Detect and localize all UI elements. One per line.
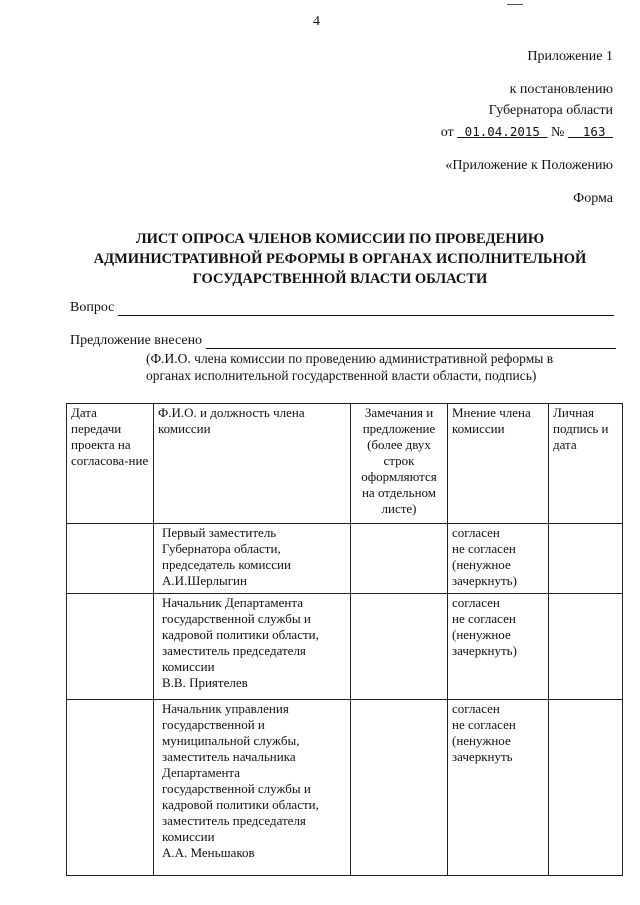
cell-line: государственной и (162, 717, 265, 732)
cell-line: (ненужное (452, 733, 511, 748)
signature-cell[interactable] (549, 700, 623, 876)
table-row (67, 594, 623, 700)
cell-line: Губернатора области, (162, 541, 281, 556)
cell-line: комиссии (162, 829, 215, 844)
cell-line: А.И.Шерлыгин (162, 573, 247, 588)
submitted-field[interactable] (70, 333, 616, 349)
question-field[interactable] (70, 300, 614, 316)
appendix-line1: к постановлению (509, 82, 613, 97)
cell-line: комиссии (162, 659, 215, 674)
member-cell (154, 700, 351, 876)
table-row (67, 700, 623, 876)
decree-date: 01.04.2015 (464, 124, 540, 139)
cell-line: согласен (452, 525, 500, 540)
opinion-cell (448, 700, 549, 876)
table-row (67, 524, 623, 594)
cell-line: заместитель председателя (162, 643, 306, 658)
title-line: ГОСУДАРСТВЕННОЙ ВЛАСТИ ОБЛАСТИ (192, 271, 488, 287)
remarks-cell[interactable] (351, 594, 448, 700)
header-remarks: Замечания и предложение (более двух строк оформляются на отдельном листе) (351, 404, 448, 524)
scan-mark (507, 4, 523, 5)
signature-cell[interactable] (549, 594, 623, 700)
cell-line: председатель комиссии (162, 557, 291, 572)
cell-line: Начальник управления (162, 701, 289, 716)
date-prefix: от (440, 125, 454, 140)
cell-line: государственной службы и (162, 611, 311, 626)
question-line[interactable] (118, 301, 614, 316)
member-cell (154, 524, 351, 594)
appendix-ref: «Приложение к Положению (445, 158, 613, 173)
header-fio: Ф.И.О. и должность члена комиссии (154, 404, 351, 524)
member-cell (154, 594, 351, 700)
cell-line: заместитель начальника (162, 749, 296, 764)
submitted-label: Предложение внесено (70, 333, 203, 348)
cell-line: В.В. Приятелев (162, 675, 248, 690)
cell-line: согласен (452, 595, 500, 610)
form-label: Форма (573, 191, 613, 206)
appendix-label: Приложение 1 (527, 49, 613, 64)
cell-line: заместитель председателя (162, 813, 306, 828)
cell-line: Первый заместитель (162, 525, 277, 540)
survey-table (66, 403, 623, 876)
title-line: АДМИНИСТРАТИВНОЙ РЕФОРМЫ В ОРГАНАХ ИСПОЛНИТЕЛЬНОЙ (93, 251, 587, 267)
header-signature: Личная подпись и дата (549, 404, 623, 524)
question-label: Вопрос (70, 300, 115, 315)
cell-line: (ненужное (452, 557, 511, 572)
title-line: ЛИСТ ОПРОСА ЧЛЕНОВ КОМИССИИ ПО ПРОВЕДЕНИЮ (135, 231, 545, 247)
cell-line: Департамента (162, 765, 241, 780)
date-cell[interactable] (67, 700, 154, 876)
submitted-line[interactable] (206, 334, 616, 349)
opinion-cell (448, 524, 549, 594)
cell-line: не согласен (452, 541, 516, 556)
cell-line: А.А. Меньшаков (162, 845, 255, 860)
cell-line: не согласен (452, 717, 516, 732)
appendix-header (441, 46, 613, 209)
cell-line: зачеркнуть (452, 749, 513, 764)
cell-line: зачеркнуть) (452, 573, 517, 588)
cell-line: согласен (452, 701, 500, 716)
signature-cell[interactable] (549, 524, 623, 594)
submitted-hint: (Ф.И.О. члена комиссии по проведению административной реформы в органах исполнительной государственной власти области, подпись) (146, 351, 554, 383)
cell-line: муниципальной службы, (162, 733, 300, 748)
date-cell[interactable] (67, 524, 154, 594)
cell-line: государственной службы и (162, 781, 311, 796)
appendix-date-line (441, 121, 613, 143)
remarks-cell[interactable] (351, 700, 448, 876)
cell-line: не согласен (452, 611, 516, 626)
cell-line: зачеркнуть) (452, 643, 517, 658)
date-cell[interactable] (67, 594, 154, 700)
cell-line: (ненужное (452, 627, 511, 642)
cell-line: Начальник Департамента (162, 595, 303, 610)
remarks-cell[interactable] (351, 524, 448, 594)
header-opinion: Мнение члена комиссии (448, 404, 549, 524)
cell-line: кадровой политики области, (162, 797, 319, 812)
document-title (60, 229, 620, 289)
opinion-cell (448, 594, 549, 700)
header-date: Дата передачи проекта на согласова-ние (67, 404, 154, 524)
cell-line: кадровой политики области, (162, 627, 319, 642)
decree-number: 163 (582, 124, 606, 139)
appendix-line2: Губернатора области (488, 103, 613, 118)
number-sign: № (550, 125, 565, 140)
page-number: 4 (313, 14, 320, 29)
